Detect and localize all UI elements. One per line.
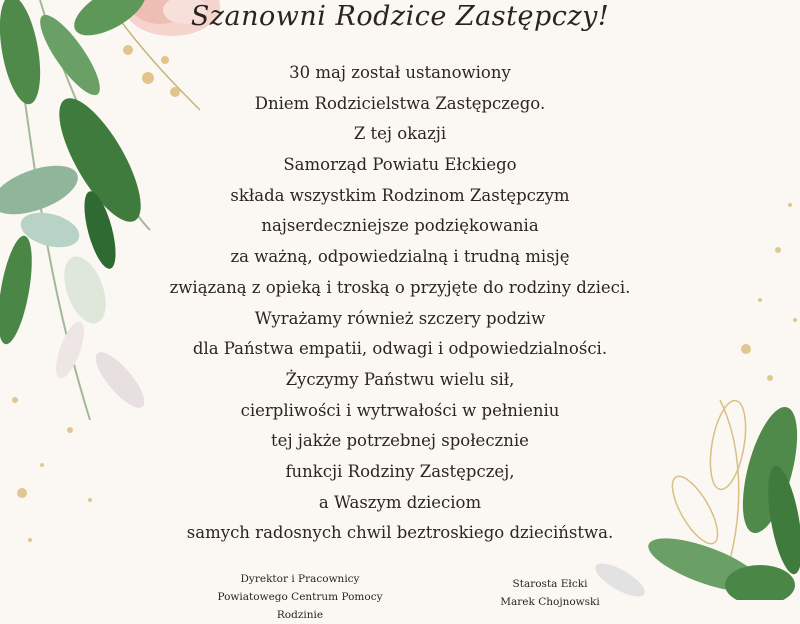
body-line: 30 maj został ustanowiony — [289, 63, 511, 82]
body-line: samych radosnych chwil beztroskiego dzieciństwa. — [186, 523, 614, 543]
body-line: a Waszym dzieciom — [318, 492, 482, 512]
body-line: dla Państwa empatii, odwagi i odpowiedzialności. — [192, 339, 608, 359]
body-line: najserdeczniejsze podziękowania — [261, 216, 539, 236]
signature-right — [460, 575, 640, 611]
signature-left-line: Dyrektor i Pracownicy — [240, 573, 360, 585]
body-line: Z tej okazji — [353, 124, 447, 144]
body-line: Wyrażamy również szczery podziw — [254, 308, 546, 328]
signature-left-line: Powiatowego Centrum Pomocy Rodzinie — [217, 591, 383, 621]
body-line: składa wszystkim Rodzinom Zastępczym — [230, 185, 570, 205]
signature-right-line: Marek Chojnowski — [500, 596, 600, 608]
body-line: Samorząd Powiatu Ełckiego — [283, 155, 517, 175]
leaf-cluster-left-icon — [0, 0, 156, 415]
signature-right-line: Starosta Ełcki — [512, 578, 588, 590]
page-title: Szanowni Rodzice Zastępczy! — [190, 1, 610, 32]
body-line: tej jakże potrzebnej społecznie — [271, 431, 529, 451]
body-line: Życzymy Państwu wielu sił, — [285, 369, 515, 389]
greeting-body — [150, 58, 650, 549]
body-line: za ważną, odpowiedzialną i trudną misję — [230, 247, 570, 267]
body-line: cierpliwości i wytrwałości w pełnieniu — [240, 400, 560, 420]
body-line: związaną z opieką i troską o przyjęte do rodziny dzieci. — [169, 277, 631, 297]
body-line: Dniem Rodzicielstwa Zastępczego. — [254, 93, 546, 113]
signature-left — [200, 570, 400, 624]
body-line: funkcji Rodziny Zastępczej, — [285, 461, 515, 481]
